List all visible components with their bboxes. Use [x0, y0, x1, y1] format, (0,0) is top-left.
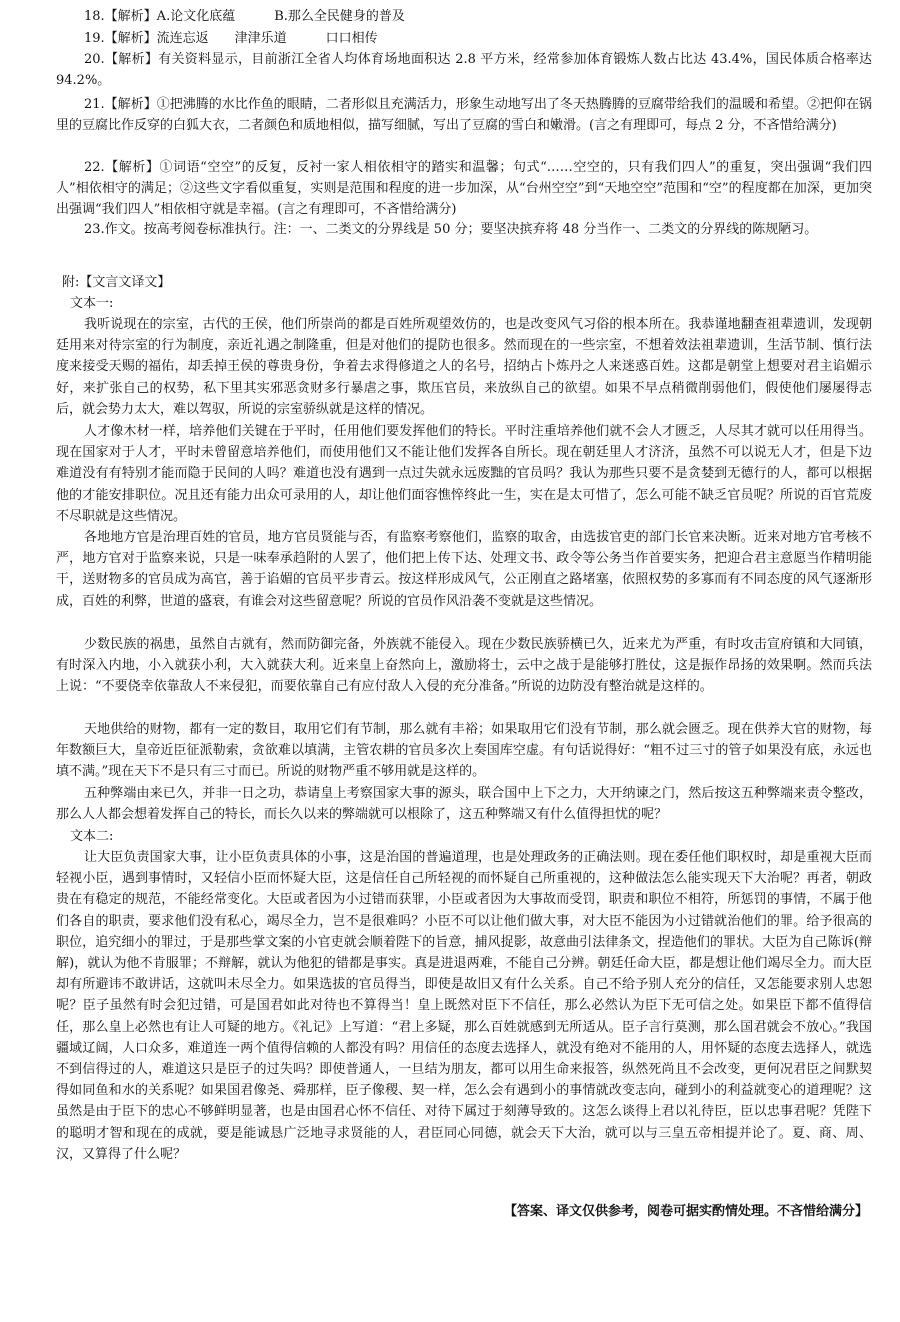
text2-paragraph: 让大臣负责国家大事，让小臣负责具体的小事，这是治国的普遍道理，也是处理政务的正确法则。现在委任他们职权时，却是重视大臣而轻视小臣，遇到事情时，又轻信小臣而怀疑大臣，这是信任自己所轻视的而怀疑自己所重视的，这种做法怎么能实现天下大治呢？再者，朝政贵在有稳定的规范，不能经常变化。大臣或者因为小过错而获罪，小臣或者因为大事故而受罚，职责和职位不相符，所惩罚的事情，不属于他们各自的职责，要求他们没有私心，竭尽全力，岂不是很难吗？小臣不可以让他们做大事，对大臣不能因为小过错就治他们的罪。给予很高的职位，追究细小的罪过，于是那些掌文案的小官吏就会顺着陛下的旨意，捕风捉影，故意曲引法律条文，捏造他们的罪状。大臣为自己陈诉(辩解)，就认为他不肯服罪；不辩解，就认为他犯的错都是事实。真是进退两难，不能自己分辨。朝廷任命大臣，都是想让他们竭尽全力。而大臣却有所避讳不敢讲话，这就叫未尽全力。如果选拔的官员得当，即使是故旧又有什么关系。自己不给予别人充分的信任，又怎能要求别人忠恕呢？臣子虽然有时会犯过错，可是国君如此对待也不算得当！皇上既然对臣下不信任，那么必然认为臣下无可信之处。如果臣下都不值得信任，那么皇上必然也有让人可疑的地方。《礼记》上写道：“君上多疑，那么百姓就感到无所适从。臣子言行莫测，那么国君就会不放心。”我国疆域辽阔，人口众多，难道连一两个值得信赖的人都没有吗？用信任的态度去选择人，就没有绝对不能用的人，用怀疑的态度去选择人，就选不到信得过的人，难道这只是臣子的过失吗？即使普通人，一旦结为朋友，都可以用生命来报答，纵然死尚且不会改变，更何况君臣之间默契得如同鱼和水的关系呢？如果国君像尧、舜那样，臣子像稷、契一样，怎么会有遇到小的事情就改变志向，碰到小的利益就变心的道理呢？这虽然是由于臣下的忠心不够鲜明显著，也是由国君心怀不信任、对待下属过于刻薄导致的。这怎么谈得上君以礼待臣，臣以忠事君呢？凭陛下的聪明才智和现在的成就，要是能诚恳广泛地寻求贤能的人，君臣同心同德，就会天下大治，就可以与三皇五帝相提并论了。夏、商、周、汉，又算得了什么呢？: [56, 850, 872, 1162]
answer-23: 23.作文。按高考阅卷标准执行。注：一、二类文的分界线是 50 分；要坚决摈弃将 48 分当作一、二类文的分界线的陈规陋习。: [84, 222, 818, 237]
text1-paragraph-4: 少数民族的祸患，虽然自古就有，然而防御完备，外族就不能侵入。现在少数民族骄横已久，近来尤为严重，有时攻击宣府镇和大同镇，有时深入内地，小入就获小利，大入就获大利。近来皇上奋然向上，激励将士，云中之战于是能够打胜仗，这是振作昂扬的效果啊。然而兵法上说：“不要侥幸依靠敌人不来侵犯，而要依靠自己有应付敌人入侵的充分准备。”所说的边防没有整治就是这样的。: [56, 637, 872, 695]
answer-20: 20.【解析】有关资料显示，目前浙江全省人均体育场地面积达 2.8 平方米，经常参加体育锻炼人数占比达 43.4%，国民体质合格率达 94.2%。: [56, 52, 872, 89]
answer-21: 21.【解析】①把沸腾的水比作鱼的眼睛，二者形似且充满活力，形象生动地写出了冬天热腾腾的豆腐带给我们的温暖和希望。②把仰在锅里的豆腐比作反穿的白狐大衣，二者颜色和质地相似，描写细腻，写出了豆腐的雪白和嫩滑。(言之有理即可，每点 2 分，不吝惜给满分): [56, 97, 872, 134]
answer-22: 22.【解析】①词语“空空”的反复，反衬一家人相依相守的踏实和温馨；句式“……空空的，只有我们四人”的重复，突出强调“我们四人”相依相守的满足；②这些文字看似重复，实则是范围和程度的进一步加深，从“台州空空”到“天地空空”范围和“空”的程度都在加深，更加突出强调“我们四人”相依相守就是幸福。(言之有理即可，不吝惜给满分): [56, 160, 872, 218]
text1-paragraph-2: 人才像木材一样，培养他们关键在于平时，任用他们要发挥他们的特长。平时注重培养他们就不会人才匮乏，人尽其才就可以任用得当。现在国家对于人才，平时未曾留意培养他们，而使用他们又不能让他们发挥各自所长。现在朝廷里人才济济，虽然不可以说无人才，但是下边难道没有有特别才能而隐于民间的人吗？难道也没有遇到一点过失就永远废黜的官员吗？我认为那些只要不是贪婪到无德行的人，都可以根据他的才能安排职位。况且还有能力出众可录用的人，却让他们面容憔悴终此一生，实在是太可惜了，怎么可能不缺乏官员呢？所说的百官荒废不尽职就是这些情况。: [56, 424, 872, 524]
text1-paragraph-5: 天地供给的财物，都有一定的数目，取用它们有节制，那么就有丰裕；如果取用它们没有节制，那么就会匮乏。现在供养大官的财物，每年数额巨大，皇帝近臣征派勒索，贪欲难以填满，主管农耕的官员多次上奏国库空虚。有句话说得好：“粗不过三寸的管子如果没有底，永远也填不满。”现在天下不是只有三寸而已。所说的财物严重不够用就是这样的。: [56, 722, 872, 780]
answer-18: 18.【解析】A.论文化底蕴 B.那么全民健身的普及: [84, 9, 405, 24]
text1-paragraph-1: 我听说现在的宗室，古代的王侯，他们所崇尚的都是百姓所观望效仿的，也是改变风气习俗的根本所在。我恭谨地翻查祖辈遗训，发现朝廷用来对待宗室的行为制度，亲近礼遇之制隆重，但是对他们的提防也很多。然而现在的一些宗室，不想着效法祖辈遗训，生活节制、慎行法度来接受天赐的福佑，却丢掉王侯的尊贵身份，争着去求得修道之人的名号，招纳占卜炼丹之人来迷惑百姓。这都是朝堂上想要对君主谄媚示好，来扩张自己的权势，私下里其实邪恶贪财多行暴虐之事，欺压官员，来放纵自己的欲望。如果不早点稍微削弱他们，假使他们屡屡得志后，就会势力太大，难以驾驭，所说的宗室骄纵就是这样的情况。: [56, 317, 872, 417]
text2-label: 文本二:: [70, 829, 114, 844]
text1-paragraph-3: 各地地方官是治理百姓的官员，地方官员贤能与否，有监察考察他们，监察的取舍，由选拔官吏的部门长官来决断。近来对地方官考核不严，地方官对于监察来说，只是一味奉承趋附的人罢了，他们把上传下达、处理文书、政令等公务当作首要实务，把迎合君主意愿当作精明能干，送财物多的官员成为高官，善于谄媚的官员平步青云。按这样形成风气，公正刚直之路堵塞，依照权势的多寡而有不同态度的风气逐渐形成，百姓的利弊，世道的盛衰，有谁会对这些留意呢？所说的官员作风沿袭不变就是这些情况。: [56, 530, 872, 609]
answer-19: 19.【解析】流连忘返 津津乐道 口口相传: [84, 31, 378, 46]
text1-paragraph-6: 五种弊端由来已久，并非一日之功，恭请皇上考察国家大事的源头，联合国中上下之力，大开纳谏之门，然后按这五种弊端来责令整改，那么人人都会想着发挥自己的特长，而长久以来的弊端就可以根除了，这五种弊端又有什么值得担忧的呢？: [56, 786, 872, 823]
text1-label: 文本一:: [70, 296, 114, 311]
appendix-title: 附:【文言文译文】: [62, 275, 171, 290]
footer-note: 【答案、译文仅供参考，阅卷可据实酌情处理。不吝惜给满分】: [503, 1204, 868, 1219]
